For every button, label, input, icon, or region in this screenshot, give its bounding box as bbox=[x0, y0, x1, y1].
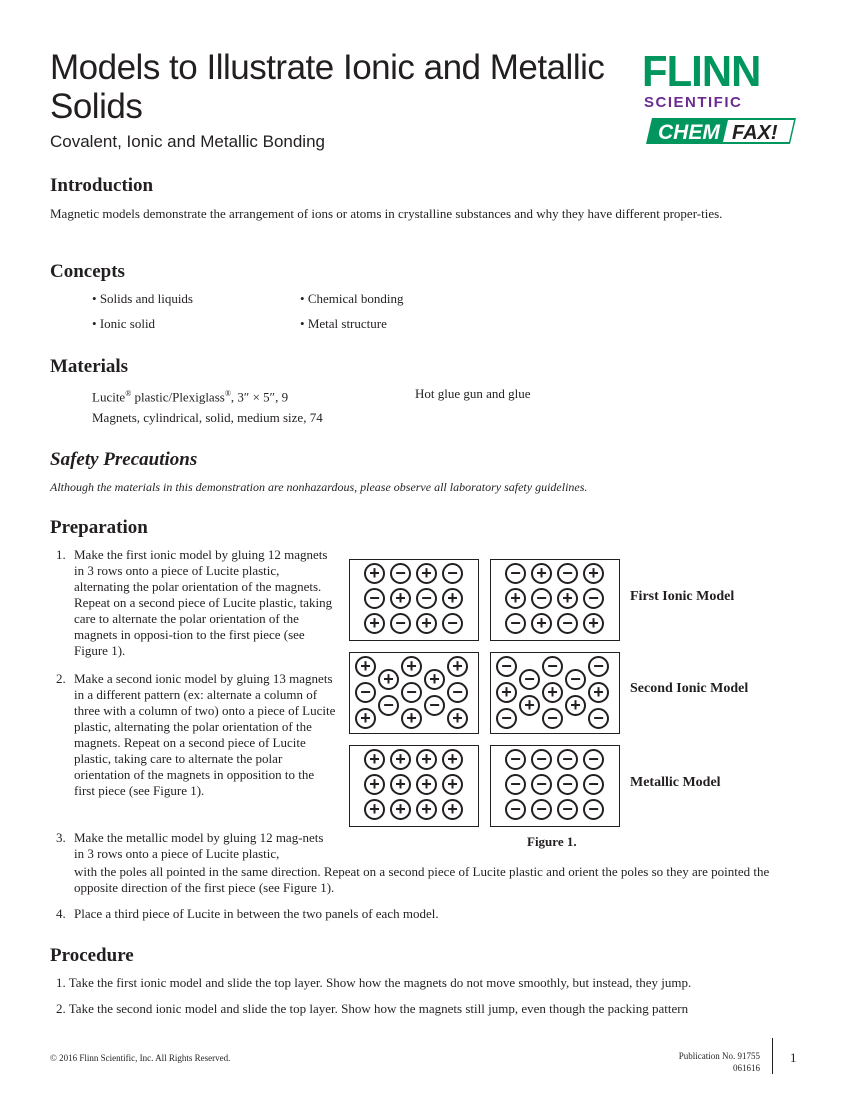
preparation-step-3a: Make the metallic model by gluing 12 mag-nets in 3 rows onto a piece of Lucite plastic, bbox=[74, 830, 324, 861]
step-number: 3. bbox=[56, 830, 66, 845]
magnet-plus: + bbox=[378, 669, 399, 690]
magnet-plus: + bbox=[496, 682, 517, 703]
magnet-plus: + bbox=[442, 799, 463, 820]
preparation-step-3b: with the poles all pointed in the same direction. Repeat on a second piece of Lucite plastic and orient the poles so they are pointed the opposite direction of the first piece (see Figure 1). bbox=[74, 864, 770, 895]
footer-copyright: © 2016 Flinn Scientific, Inc. All Rights Reserved. bbox=[50, 1053, 231, 1063]
magnet-plus: + bbox=[401, 708, 422, 729]
magnet-plus: + bbox=[519, 695, 540, 716]
magnet-minus: − bbox=[416, 588, 437, 609]
magnet-minus: − bbox=[390, 613, 411, 634]
introduction-heading: Introduction bbox=[50, 175, 154, 196]
magnet-plus: + bbox=[364, 613, 385, 634]
magnet-minus: − bbox=[583, 749, 604, 770]
procedure-step-2: 2. Take the second ionic model and slide the top layer. Show how the magnets still jump, even though the packing pattern bbox=[56, 1001, 689, 1016]
magnet-plus: + bbox=[442, 749, 463, 770]
preparation-step-4: Place a third piece of Lucite in between the two panels of each model. bbox=[74, 906, 439, 921]
magnet-minus: − bbox=[424, 695, 445, 716]
magnet-plus: + bbox=[416, 613, 437, 634]
magnet-plus: + bbox=[542, 682, 563, 703]
figure-label-first-ionic: First Ionic Model bbox=[630, 589, 735, 604]
magnet-minus: − bbox=[442, 613, 463, 634]
magnet-plus: + bbox=[447, 708, 468, 729]
figure-caption: Figure 1. bbox=[527, 834, 577, 849]
magnet-minus: − bbox=[447, 682, 468, 703]
magnet-minus: − bbox=[505, 749, 526, 770]
preparation-heading: Preparation bbox=[50, 517, 148, 538]
magnet-minus: − bbox=[496, 656, 517, 677]
magnet-plus: + bbox=[364, 799, 385, 820]
magnet-minus: − bbox=[557, 799, 578, 820]
magnet-minus: − bbox=[583, 799, 604, 820]
magnet-plus: + bbox=[390, 749, 411, 770]
page-number: 1 bbox=[790, 1050, 797, 1065]
metallic-panel-b bbox=[490, 745, 620, 827]
magnet-minus: − bbox=[583, 774, 604, 795]
materials-heading: Materials bbox=[50, 356, 129, 377]
concept-label: Metal structure bbox=[307, 316, 387, 331]
magnet-plus: + bbox=[390, 588, 411, 609]
concept-item: • Ionic solid bbox=[92, 316, 156, 331]
magnet-minus: − bbox=[401, 682, 422, 703]
magnet-plus: + bbox=[364, 749, 385, 770]
second-ionic-panel-b bbox=[490, 652, 620, 734]
magnet-plus: + bbox=[531, 613, 552, 634]
concepts-heading: Concepts bbox=[50, 261, 125, 282]
magnet-minus: − bbox=[442, 563, 463, 584]
magnet-minus: − bbox=[557, 774, 578, 795]
svg-text:CHEM: CHEM bbox=[658, 121, 720, 144]
step-number: 2. bbox=[56, 671, 66, 686]
page-title: Models to Illustrate Ionic and Metallic Solids bbox=[50, 48, 605, 126]
magnet-minus: − bbox=[505, 563, 526, 584]
magnet-plus: + bbox=[364, 774, 385, 795]
magnet-minus: − bbox=[557, 563, 578, 584]
flinn-logo bbox=[638, 47, 798, 150]
procedure-step-1: 1. Take the first ionic model and slide the top layer. Show how the magnets do not move smoothly, but instead, they jump. bbox=[56, 975, 692, 990]
safety-heading: Safety Precautions bbox=[50, 449, 198, 470]
step-number: 4. bbox=[56, 906, 66, 921]
magnet-plus: + bbox=[364, 563, 385, 584]
first-ionic-panel-b bbox=[490, 559, 620, 641]
magnet-minus: − bbox=[542, 708, 563, 729]
magnet-minus: − bbox=[390, 563, 411, 584]
magnet-minus: − bbox=[378, 695, 399, 716]
magnet-plus: + bbox=[505, 588, 526, 609]
magnet-plus: + bbox=[416, 799, 437, 820]
second-ionic-panel-a bbox=[349, 652, 479, 734]
concept-label: Ionic solid bbox=[99, 316, 156, 331]
magnet-minus: − bbox=[505, 774, 526, 795]
magnet-plus: + bbox=[583, 613, 604, 634]
magnet-minus: − bbox=[565, 669, 586, 690]
introduction-text: Magnetic models demonstrate the arrangement of ions or atoms in crystalline substances and why they have different proper-ties. bbox=[50, 206, 723, 221]
concept-item: • Metal structure bbox=[300, 316, 387, 331]
magnet-plus: + bbox=[355, 656, 376, 677]
magnet-plus: + bbox=[442, 774, 463, 795]
magnet-minus: − bbox=[355, 682, 376, 703]
concept-item: • Chemical bonding bbox=[300, 291, 404, 306]
magnet-plus: + bbox=[416, 563, 437, 584]
magnet-minus: − bbox=[557, 613, 578, 634]
magnet-minus: − bbox=[531, 749, 552, 770]
magnet-minus: − bbox=[557, 749, 578, 770]
magnet-minus: − bbox=[496, 708, 517, 729]
magnet-plus: + bbox=[390, 799, 411, 820]
magnet-plus: + bbox=[565, 695, 586, 716]
magnet-plus: + bbox=[557, 588, 578, 609]
chemfax-logo bbox=[646, 116, 796, 146]
metallic-panel-a bbox=[349, 745, 479, 827]
magnet-plus: + bbox=[355, 708, 376, 729]
magnet-minus: − bbox=[519, 669, 540, 690]
concept-label: Chemical bonding bbox=[307, 291, 404, 306]
magnet-plus: + bbox=[447, 656, 468, 677]
magnet-minus: − bbox=[588, 708, 609, 729]
logo-flinn: FLINN bbox=[642, 47, 761, 96]
concept-label: Solids and liquids bbox=[99, 291, 193, 306]
magnet-minus: − bbox=[505, 613, 526, 634]
svg-text:FAX!: FAX! bbox=[732, 122, 778, 144]
figure-label-second-ionic: Second Ionic Model bbox=[630, 681, 749, 696]
concept-item: • Solids and liquids bbox=[92, 291, 193, 306]
footer-code: 061616 bbox=[733, 1063, 760, 1073]
magnet-plus: + bbox=[531, 563, 552, 584]
magnet-minus: − bbox=[364, 588, 385, 609]
footer-publication: Publication No. 91755 bbox=[678, 1051, 760, 1061]
footer-divider bbox=[772, 1038, 773, 1074]
procedure-heading: Procedure bbox=[50, 945, 134, 966]
page-subtitle: Covalent, Ionic and Metallic Bonding bbox=[50, 132, 325, 151]
logo-scientific: SCIENTIFIC bbox=[644, 94, 743, 111]
magnet-plus: + bbox=[588, 682, 609, 703]
magnet-minus: − bbox=[588, 656, 609, 677]
magnet-minus: − bbox=[531, 799, 552, 820]
first-ionic-panel-a bbox=[349, 559, 479, 641]
magnet-plus: + bbox=[424, 669, 445, 690]
magnet-minus: − bbox=[531, 774, 552, 795]
magnet-plus: + bbox=[416, 774, 437, 795]
magnet-plus: + bbox=[442, 588, 463, 609]
magnet-plus: + bbox=[583, 563, 604, 584]
magnet-minus: − bbox=[542, 656, 563, 677]
preparation-step-2: Make a second ionic model by gluing 13 magnets in a different pattern (ex: alternate a column of three with a column of two) onto a piece of Lucite plastic, alternating the polar orientation of the magnets. Repeat on a second piece of Lucite plastic, taking care to alternate the polar orientation of the magnets in opposition to the first piece (see Figure 1). bbox=[74, 671, 336, 798]
material-item: Magnets, cylindrical, solid, medium size, 74 bbox=[92, 410, 323, 425]
magnet-minus: − bbox=[583, 588, 604, 609]
material-item: Hot glue gun and glue bbox=[415, 386, 531, 401]
magnet-plus: + bbox=[401, 656, 422, 677]
preparation-step-1: Make the first ionic model by gluing 12 magnets in 3 rows onto a piece of Lucite plastic, alternating the polar orientation of the magnets. Repeat on a second piece of Lucite plastic, taking care to alternate the polar orientation of the magnets in opposi-tion to the first piece (see Figure 1). bbox=[74, 547, 333, 658]
magnet-plus: + bbox=[390, 774, 411, 795]
step-number: 1. bbox=[56, 547, 66, 562]
safety-text: Although the materials in this demonstration are nonhazardous, please observe all laboratory safety guidelines. bbox=[50, 480, 588, 494]
material-item: Lucite® plastic/Plexiglass®, 3″ × 5″, 9 bbox=[92, 389, 289, 405]
magnet-plus: + bbox=[416, 749, 437, 770]
magnet-minus: − bbox=[531, 588, 552, 609]
magnet-minus: − bbox=[505, 799, 526, 820]
figure-label-metallic: Metallic Model bbox=[630, 775, 721, 790]
